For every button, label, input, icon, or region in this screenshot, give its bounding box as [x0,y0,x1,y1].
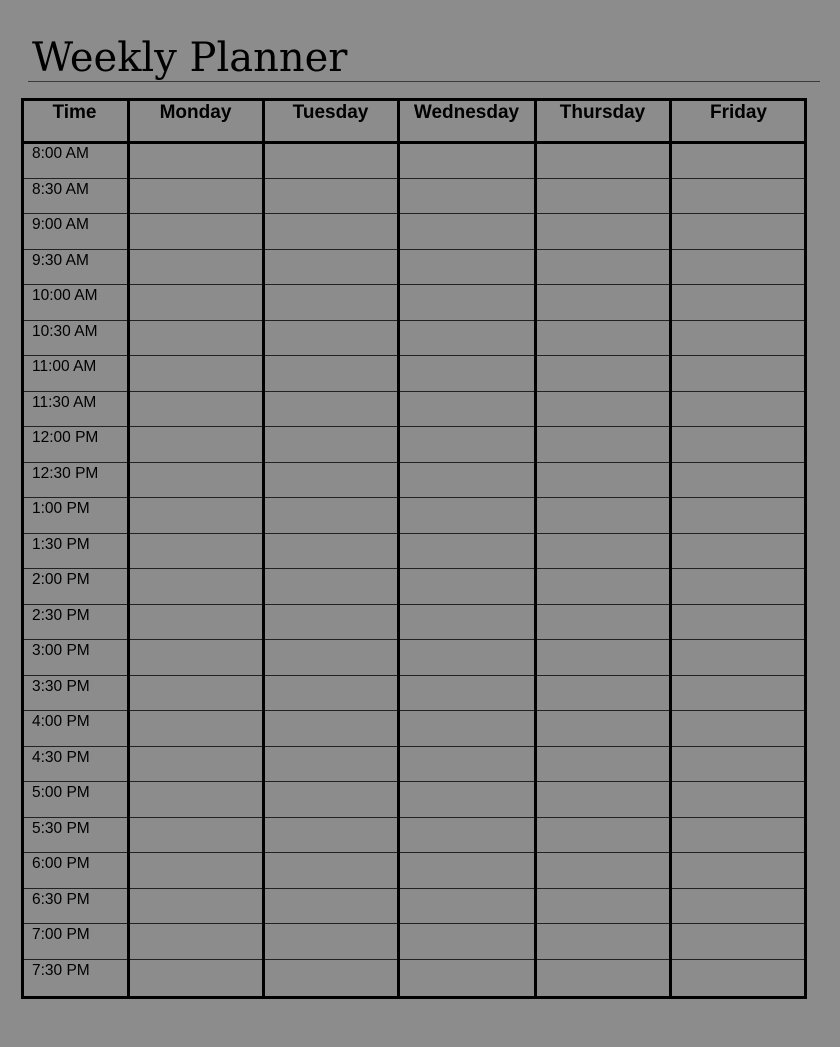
slot-thursday[interactable] [535,391,670,427]
slot-wednesday[interactable] [398,923,535,959]
slot-monday[interactable] [128,178,263,214]
slot-tuesday[interactable] [263,568,398,604]
slot-monday[interactable] [128,675,263,711]
time-label: 9:30 AM [32,251,89,269]
slot-friday[interactable] [670,781,807,817]
time-label: 2:00 PM [32,571,90,588]
time-label: 12:30 PM [32,464,99,482]
slot-friday[interactable] [670,959,807,995]
slot-monday[interactable] [128,320,263,356]
slot-wednesday[interactable] [398,746,535,782]
row-divider [21,320,807,321]
slot-friday[interactable] [670,249,807,285]
slot-monday[interactable] [128,852,263,888]
slot-thursday[interactable] [535,781,670,817]
slot-thursday[interactable] [535,817,670,853]
slot-thursday[interactable] [535,320,670,356]
slot-monday[interactable] [128,888,263,924]
slot-monday[interactable] [128,213,263,249]
slot-tuesday[interactable] [263,959,398,995]
time-label: 10:30 AM [32,322,98,340]
slot-thursday[interactable] [535,568,670,604]
slot-wednesday[interactable] [398,852,535,888]
slot-monday[interactable] [128,284,263,320]
time-label: 10:00 AM [32,287,98,304]
row-divider [21,888,807,889]
slot-monday[interactable] [128,391,263,427]
row-divider [21,781,807,782]
slot-thursday[interactable] [535,888,670,924]
slot-friday[interactable] [670,142,807,178]
slot-thursday[interactable] [535,923,670,959]
time-label: 1:00 PM [32,500,90,517]
time-label: 7:30 PM [32,961,90,979]
slot-thursday[interactable] [535,852,670,888]
row-divider [21,462,807,463]
slot-tuesday[interactable] [263,604,398,640]
slot-wednesday[interactable] [398,817,535,853]
slot-wednesday[interactable] [398,213,535,249]
time-label: 11:30 AM [32,393,97,411]
slot-monday[interactable] [128,746,263,782]
slot-tuesday[interactable] [263,284,398,320]
slot-wednesday[interactable] [398,320,535,356]
slot-tuesday[interactable] [263,142,398,178]
slot-tuesday[interactable] [263,178,398,214]
slot-thursday[interactable] [535,355,670,391]
slot-tuesday[interactable] [263,888,398,924]
slot-monday[interactable] [128,355,263,391]
time-label: 7:00 PM [32,926,90,943]
slot-monday[interactable] [128,639,263,675]
slot-tuesday[interactable] [263,497,398,533]
row-divider [21,675,807,676]
slot-wednesday[interactable] [398,604,535,640]
slot-friday[interactable] [670,320,807,356]
slot-thursday[interactable] [535,178,670,214]
slot-tuesday[interactable] [263,462,398,498]
slot-wednesday[interactable] [398,781,535,817]
time-label: 9:00 AM [32,216,89,233]
slot-thursday[interactable] [535,142,670,178]
time-label: 11:00 AM [32,358,97,375]
slot-tuesday[interactable] [263,391,398,427]
column-header-friday: Friday [709,102,768,123]
slot-thursday[interactable] [535,959,670,995]
slot-wednesday[interactable] [398,355,535,391]
row-divider [21,639,807,640]
slot-wednesday[interactable] [398,568,535,604]
row-divider [21,959,807,960]
column-divider [534,98,537,999]
time-label: 1:30 PM [32,535,90,553]
slot-friday[interactable] [670,852,807,888]
slot-friday[interactable] [670,923,807,959]
slot-wednesday[interactable] [398,178,535,214]
slot-thursday[interactable] [535,675,670,711]
slot-monday[interactable] [128,533,263,569]
slot-friday[interactable] [670,426,807,462]
column-divider [669,98,672,999]
slot-thursday[interactable] [535,639,670,675]
time-label: 6:30 PM [32,890,90,908]
slot-friday[interactable] [670,746,807,782]
row-divider [21,355,807,356]
row-divider [21,604,807,605]
slot-thursday[interactable] [535,710,670,746]
page-title: Weekly Planner [32,35,348,81]
time-label: 8:00 AM [32,145,89,162]
slot-wednesday[interactable] [398,391,535,427]
slot-wednesday[interactable] [398,533,535,569]
column-header-thursday: Thursday [559,102,646,123]
column-header-wednesday: Wednesday [413,102,520,123]
time-label: 4:30 PM [32,748,90,766]
slot-wednesday[interactable] [398,426,535,462]
row-divider [21,284,807,285]
header-divider [21,141,807,144]
slot-thursday[interactable] [535,746,670,782]
row-divider [21,852,807,853]
row-divider [21,817,807,818]
slot-monday[interactable] [128,142,263,178]
slot-monday[interactable] [128,710,263,746]
slot-friday[interactable] [670,675,807,711]
slot-tuesday[interactable] [263,639,398,675]
slot-friday[interactable] [670,178,807,214]
row-divider [21,710,807,711]
slot-friday[interactable] [670,355,807,391]
column-divider [262,98,265,999]
column-divider [397,98,400,999]
slot-friday[interactable] [670,639,807,675]
slot-friday[interactable] [670,888,807,924]
table-border-top [21,98,807,101]
slot-tuesday[interactable] [263,213,398,249]
slot-wednesday[interactable] [398,249,535,285]
slot-friday[interactable] [670,391,807,427]
column-header-time: Time [52,102,97,123]
column-header-monday: Monday [159,102,232,123]
slot-wednesday[interactable] [398,959,535,995]
time-label: 6:00 PM [32,855,90,872]
slot-thursday[interactable] [535,604,670,640]
slot-tuesday[interactable] [263,355,398,391]
slot-tuesday[interactable] [263,710,398,746]
slot-friday[interactable] [670,710,807,746]
slot-friday[interactable] [670,533,807,569]
slot-wednesday[interactable] [398,284,535,320]
time-label: 5:30 PM [32,819,90,837]
time-label: 4:00 PM [32,713,90,730]
slot-tuesday[interactable] [263,817,398,853]
row-divider [21,391,807,392]
row-divider [21,533,807,534]
slot-friday[interactable] [670,462,807,498]
planner-table [21,98,807,999]
slot-monday[interactable] [128,604,263,640]
slot-monday[interactable] [128,923,263,959]
slot-wednesday[interactable] [398,142,535,178]
column-divider [21,98,24,999]
row-divider [21,213,807,214]
slot-tuesday[interactable] [263,852,398,888]
slot-tuesday[interactable] [263,320,398,356]
slot-wednesday[interactable] [398,675,535,711]
slot-tuesday[interactable] [263,675,398,711]
column-header-tuesday: Tuesday [292,102,369,123]
slot-monday[interactable] [128,249,263,285]
time-label: 8:30 AM [32,180,89,198]
row-divider [21,426,807,427]
slot-tuesday[interactable] [263,923,398,959]
slot-thursday[interactable] [535,284,670,320]
slot-monday[interactable] [128,568,263,604]
slot-friday[interactable] [670,213,807,249]
slot-wednesday[interactable] [398,639,535,675]
slot-wednesday[interactable] [398,888,535,924]
row-divider [21,249,807,250]
slot-thursday[interactable] [535,249,670,285]
time-label: 3:30 PM [32,677,90,695]
slot-tuesday[interactable] [263,746,398,782]
slot-tuesday[interactable] [263,426,398,462]
slot-thursday[interactable] [535,426,670,462]
column-divider [127,98,130,999]
table-border-bottom [21,996,807,999]
slot-thursday[interactable] [535,497,670,533]
title-underline [28,81,820,82]
row-divider [21,178,807,179]
time-label: 5:00 PM [32,784,90,801]
slot-monday[interactable] [128,817,263,853]
slot-wednesday[interactable] [398,497,535,533]
row-divider [21,568,807,569]
column-divider [804,98,807,999]
slot-wednesday[interactable] [398,710,535,746]
slot-tuesday[interactable] [263,781,398,817]
slot-friday[interactable] [670,568,807,604]
slot-tuesday[interactable] [263,249,398,285]
row-divider [21,497,807,498]
slot-friday[interactable] [670,604,807,640]
slot-thursday[interactable] [535,213,670,249]
slot-friday[interactable] [670,284,807,320]
slot-monday[interactable] [128,462,263,498]
slot-tuesday[interactable] [263,533,398,569]
slot-thursday[interactable] [535,533,670,569]
slot-thursday[interactable] [535,462,670,498]
slot-monday[interactable] [128,959,263,995]
slot-wednesday[interactable] [398,462,535,498]
slot-monday[interactable] [128,497,263,533]
time-label: 3:00 PM [32,642,90,659]
time-label: 12:00 PM [32,429,99,446]
slot-friday[interactable] [670,497,807,533]
row-divider [21,746,807,747]
slot-monday[interactable] [128,781,263,817]
time-label: 2:30 PM [32,606,90,624]
row-divider [21,923,807,924]
slot-monday[interactable] [128,426,263,462]
slot-friday[interactable] [670,817,807,853]
